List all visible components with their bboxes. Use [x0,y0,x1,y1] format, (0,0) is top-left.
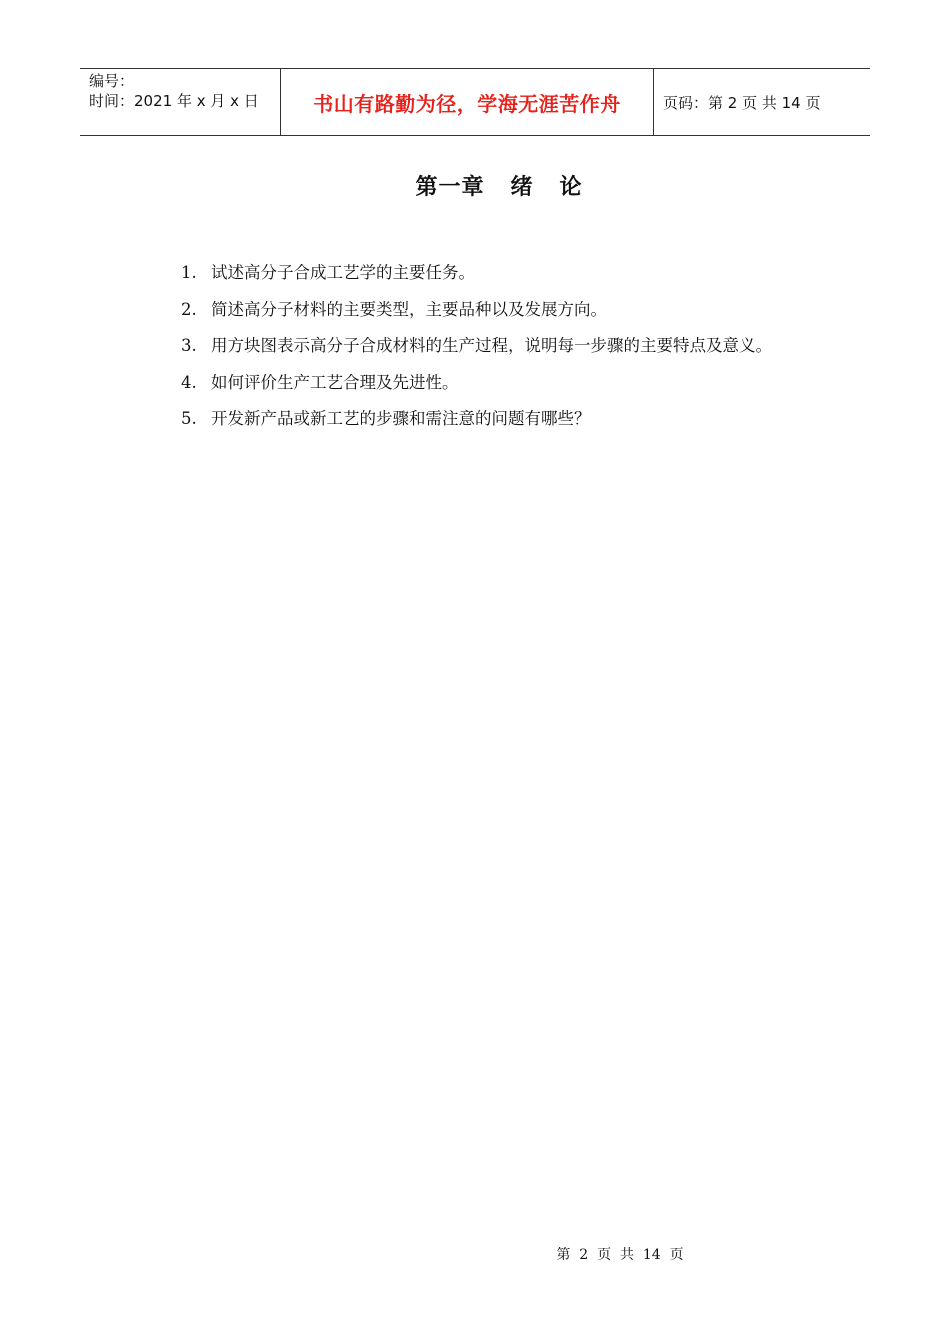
question-text: 试述高分子合成工艺学的主要任务。 [211,263,475,282]
question-item [145,365,815,402]
question-text: 用方块图表示高分子合成材料的生产过程，说明每一步骤的主要特点及意义。 [211,336,772,355]
question-number: 4. [181,372,197,392]
page-footer: 第 2 页 共 14 页 [556,1247,684,1263]
document-header [80,68,870,136]
question-list [145,255,815,438]
question-text: 开发新产品或新工艺的步骤和需注意的问题有哪些？ [211,409,591,428]
question-text: 如何评价生产工艺合理及先进性。 [211,372,459,392]
question-item [145,401,815,438]
page-info: 页码：第 2 页 共 14 页 [663,93,821,112]
question-number: 1. [181,263,197,282]
question-number: 2. [181,299,197,319]
chapter-title: 第一章 绪 论 [415,175,583,200]
question-number: 3. [181,336,197,355]
question-text: 简述高分子材料的主要类型，主要品种以及发展方向。 [211,299,607,319]
question-item [145,292,815,329]
motto: 书山有路勤为径，学海无涯苦作舟 [281,69,654,135]
question-item [145,328,815,365]
question-item [145,255,815,292]
serial-label: 编号： [89,72,135,90]
question-number: 5. [181,409,197,428]
time-label: 时间：2021 年 x 月 x 日 [89,92,259,110]
header-meta-cell [80,69,281,135]
